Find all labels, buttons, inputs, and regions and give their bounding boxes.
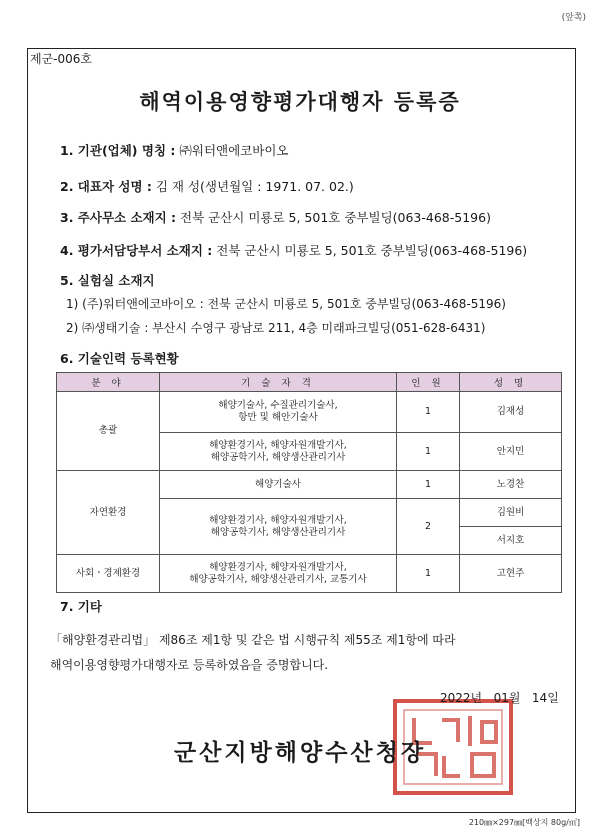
section-label: 4. 평가서담당부서 소재지 : <box>60 243 213 258</box>
table-row <box>57 392 562 433</box>
section-value: 전북 군산시 미룡로 5, 501호 중부빌딩(063-468-5196) <box>216 243 528 258</box>
column-header: 기 술 자 격 <box>160 373 397 392</box>
issue-date <box>440 689 559 706</box>
field-cell: 사회ㆍ경제환경 <box>57 555 160 593</box>
name-cell: 김재성 <box>460 392 562 433</box>
section-value: 김 재 성(생년월일 : 1971. 07. 02.) <box>155 179 354 194</box>
section-label: 3. 주사무소 소재지 : <box>60 210 177 225</box>
issue-month: 01월 <box>493 691 521 705</box>
column-header: 인 원 <box>397 373 460 392</box>
staff-name: 서지호 <box>496 535 525 546</box>
qualification-cell <box>160 433 397 471</box>
section-label: 5. 실험실 소재지 <box>60 273 155 288</box>
qualification-cell: 해양기술사 <box>160 471 397 499</box>
qualification-line: 해양공학기사, 해양생산관리기사 <box>210 451 346 463</box>
name-cell: 안지민 <box>460 433 562 471</box>
field-cell: 총괄 <box>57 392 160 471</box>
qualification-cell <box>160 392 397 433</box>
tech-staff-table <box>56 372 562 593</box>
qualification-line: 해양공학기사, 해양생산관리기사 <box>210 526 346 538</box>
section-label: 1. 기관(업체) 명칭 : <box>60 143 176 158</box>
qualification-line: 해양환경기사, 해양자원개발기사, <box>209 439 347 451</box>
section-value: 전북 군산시 미룡로 5, 501호 중부빌딩(063-468-5196) <box>180 210 491 225</box>
document-title: 해역이용영향평가대행자 등록증 <box>139 90 461 114</box>
certification-line: 「해양환경관리법」 제86조 제1항 및 같은 법 시행규칙 제55조 제1항에 따라 <box>50 633 456 647</box>
qualification-line: 해양공학기사, 해양생산관리기사, 교통기사 <box>189 573 367 585</box>
section-other <box>60 597 102 615</box>
name-cell: 노경찬 <box>460 471 562 499</box>
table-row <box>57 471 562 499</box>
section-representative <box>60 177 354 195</box>
name-cell: 고현주 <box>460 555 562 593</box>
table-row <box>57 555 562 593</box>
lab-item: 2) ㈜생태기술 : 부산시 수영구 광남로 211, 4층 미래파크빌딩(051-628-6431) <box>66 321 486 335</box>
qualification-line: 해양환경기사, 해양자원개발기사, <box>209 514 347 526</box>
issuing-authority: 군산지방해양수산청장 <box>173 740 427 766</box>
qualification-line: 해양기술사, 수질관리기술사, <box>218 400 338 411</box>
table-header-row <box>57 373 562 392</box>
count-cell: 1 <box>397 555 460 593</box>
front-side-mark: (앞쪽) <box>561 13 586 23</box>
qualification-line: 해양환경기사, 해양자원개발기사, <box>209 561 347 573</box>
issue-year: 2022년 <box>440 691 483 705</box>
section-report-dept <box>60 241 527 259</box>
section-tech-staff <box>60 349 179 367</box>
count-cell: 1 <box>397 471 460 499</box>
certification-line: 해역이용영향평가대행자로 등록하였음을 증명합니다. <box>50 658 329 672</box>
field-cell: 자연환경 <box>57 471 160 555</box>
qualification-cell <box>160 499 397 555</box>
qualification-cell <box>160 555 397 593</box>
paper-spec: 210㎜×297㎜[백상지 80g/㎡] <box>468 818 580 827</box>
count-cell: 2 <box>397 499 460 555</box>
section-label: 6. 기술인력 등록현황 <box>60 351 179 366</box>
column-header: 분 야 <box>57 373 160 392</box>
name-cell <box>460 499 562 555</box>
certification-text <box>50 628 570 678</box>
section-lab-location <box>60 271 155 289</box>
section-label: 7. 기타 <box>60 599 102 614</box>
issue-day: 14일 <box>531 691 559 705</box>
qualification-line: 항만 및 해안기술사 <box>238 412 318 423</box>
section-label: 2. 대표자 성명 : <box>60 179 152 194</box>
column-header: 성 명 <box>460 373 562 392</box>
staff-name: 김원비 <box>460 499 561 527</box>
section-value: ㈜워터앤에코바이오 <box>179 143 289 158</box>
section-main-office <box>60 208 491 226</box>
lab-item: 1) (주)워터앤에코바이오 : 전북 군산시 미룡로 5, 501호 중부빌딩(063-468-5196) <box>66 297 506 311</box>
form-number: 제군-006호 <box>30 52 93 66</box>
count-cell: 1 <box>397 392 460 433</box>
count-cell: 1 <box>397 433 460 471</box>
section-org-name <box>60 141 288 159</box>
